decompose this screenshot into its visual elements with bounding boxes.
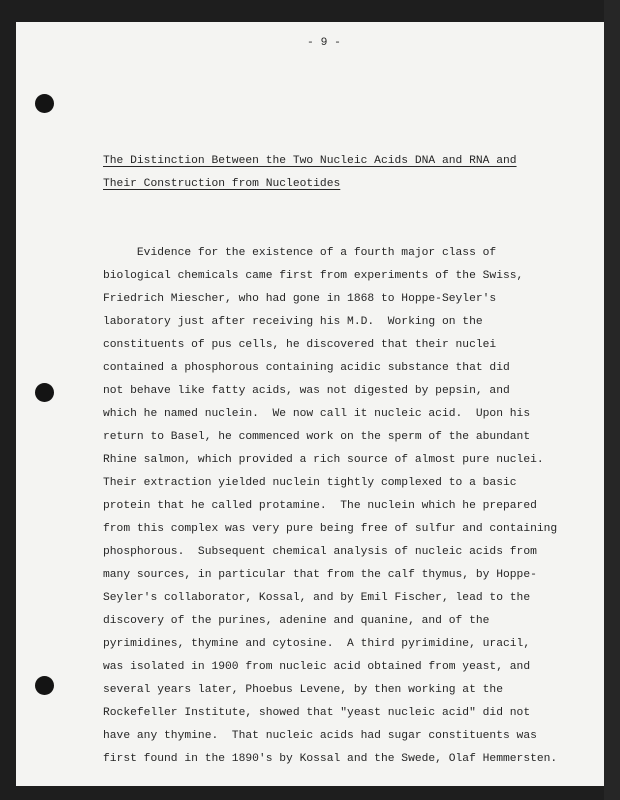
page-number: - 9 - <box>307 37 341 49</box>
text-line: return to Basel, he commenced work on the sperm of the abundant <box>103 431 531 443</box>
text-line: pyrimidines, thymine and cytosine. A third pyrimidine, uracil, <box>103 638 531 650</box>
punch-hole <box>35 676 54 695</box>
text-line: protein that he called protamine. The nuclein which he prepared <box>103 500 537 512</box>
text-line: contained a phosphorous containing acidic substance that did <box>103 362 510 374</box>
text-line: not behave like fatty acids, was not digested by pepsin, and <box>103 385 510 397</box>
text-line: Rhine salmon, which provided a rich source of almost pure nuclei. <box>103 454 544 466</box>
text-line: have any thymine. That nucleic acids had sugar constituents was <box>103 730 537 742</box>
text-line: several years later, Phoebus Levene, by then working at the <box>103 684 503 696</box>
punch-hole <box>35 94 54 113</box>
section-heading <box>103 150 557 196</box>
text-line: first found in the 1890's by Kossal and the Swede, Olaf Hemmersten. <box>103 753 558 765</box>
text-line: which he named nuclein. We now call it nucleic acid. Upon his <box>103 408 531 420</box>
text-line: Evidence for the existence of a fourth major class of <box>103 247 497 259</box>
text-line: phosphorous. Subsequent chemical analysis of nucleic acids from <box>103 546 537 558</box>
text-line: constituents of pus cells, he discovered that their nuclei <box>103 339 497 351</box>
heading-line: Their Construction from Nucleotides <box>103 178 341 190</box>
text-line: Rockefeller Institute, showed that "yeast nucleic acid" did not <box>103 707 531 719</box>
text-line: Seyler's collaborator, Kossal, and by Emil Fischer, lead to the <box>103 592 531 604</box>
heading-line: The Distinction Between the Two Nucleic Acids DNA and RNA and <box>103 155 517 167</box>
text-line: was isolated in 1900 from nucleic acid obtained from yeast, and <box>103 661 531 673</box>
body-paragraph <box>103 242 557 771</box>
text-line: biological chemicals came first from experiments of the Swiss, <box>103 270 524 282</box>
text-line: Their extraction yielded nuclein tightly complexed to a basic <box>103 477 517 489</box>
punch-hole <box>35 383 54 402</box>
document-text <box>103 104 557 794</box>
text-line: laboratory just after receiving his M.D. Working on the <box>103 316 483 328</box>
scan-border <box>604 0 620 800</box>
text-line: many sources, in particular that from the calf thymus, by Hoppe- <box>103 569 537 581</box>
text-line: discovery of the purines, adenine and quanine, and of the <box>103 615 490 627</box>
text-line: Friedrich Miescher, who had gone in 1868 to Hoppe-Seyler's <box>103 293 497 305</box>
text-line: from this complex was very pure being free of sulfur and containing <box>103 523 558 535</box>
